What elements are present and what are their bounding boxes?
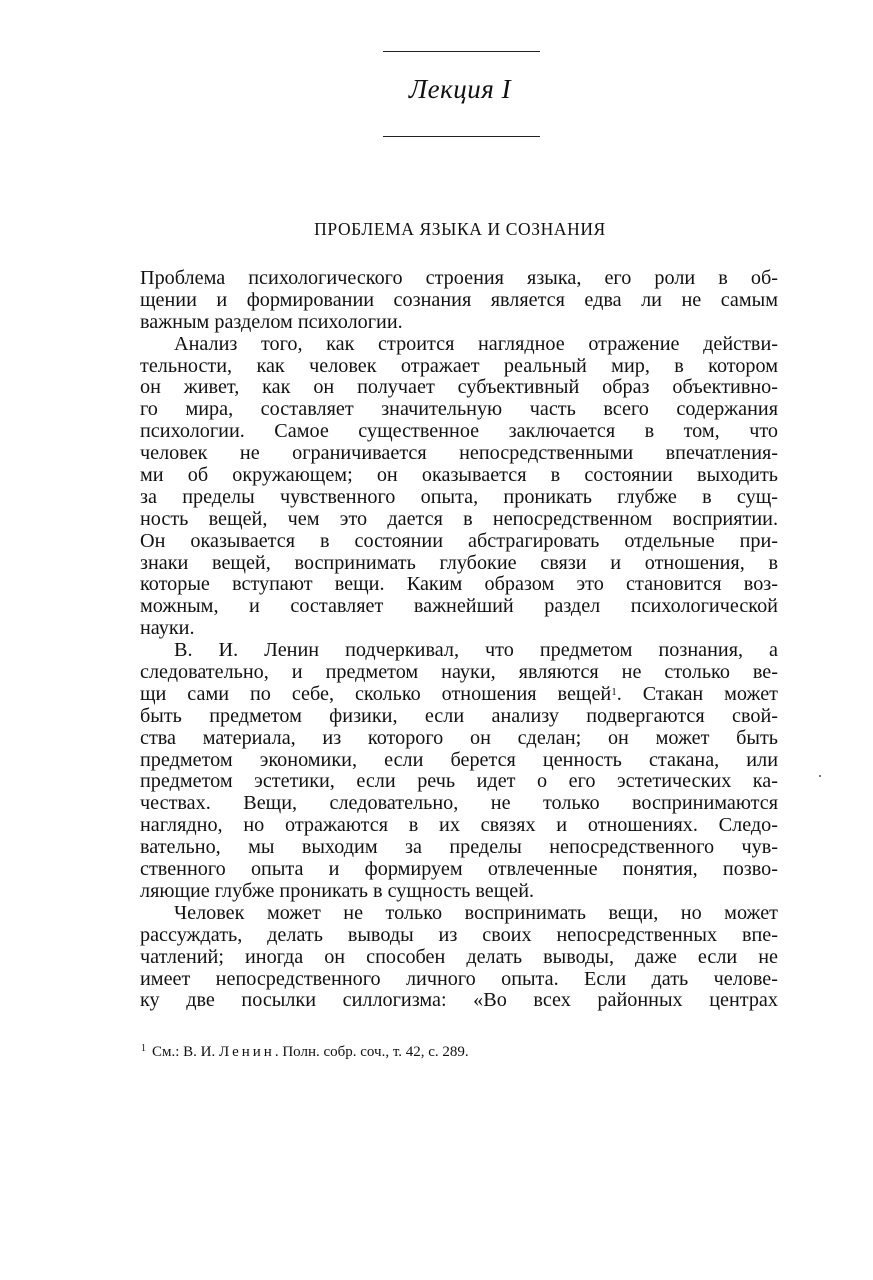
footnote-prefix: См.: В. И. [152,1044,220,1060]
text-line: наглядно, но отражаются в их связях и отношениях. Следо- [140,814,778,837]
text-line: предметом экономики, если берется ценность стакана, или [140,748,778,771]
lecture-title: Лекция I [408,74,512,104]
body-text [140,268,778,1012]
title-rule-top [383,51,540,52]
text-line: он живет, как он получает субъективный образ объективно- [140,376,778,399]
text-line: ми об окружающем; он оказывается в состоянии выходить [140,464,778,487]
text-line: за пределы чувственного опыта, проникать глубже в сущ- [140,485,778,508]
text-line: рассуждать, делать выводы из своих непосредственных впе- [140,923,778,946]
text-line: имеет непосредственного личного опыта. Если дать челове- [140,967,778,990]
text-line: ку две посылки силлогизма: «Во всех районных центрах [140,989,778,1012]
text-line: Он оказывается в состоянии абстрагировать отдельные при- [140,529,778,552]
footnote-author: Ленин [219,1044,275,1060]
text-line: тельности, как человек отражает реальный мир, в котором [140,354,778,377]
text-line: щении и формировании сознания является едва ли не самым [140,288,778,311]
text-line: ственного опыта и формируем отвлеченные понятия, позво- [140,858,778,881]
footnote-number: 1 [141,1043,146,1054]
text-line: можным, и составляет важнейший раздел психологической [140,595,778,618]
text-line: важным разделом психологии. [140,310,403,333]
text-line: науки. [140,617,195,640]
text-line: В. И. Ленин подчеркивал, что предметом познания, а [174,639,778,662]
text-line: Проблема психологического строения языка, его роли в об- [140,267,778,289]
text-line: вательно, мы выходим за пределы непосредственного чув- [140,836,778,859]
text-line: которые вступают вещи. Каким образом это становится воз- [140,573,778,596]
text-line: ляющие глубже проникать в сущность вещей. [140,879,535,902]
text-line: го мира, составляет значительную часть всего содержания [140,398,778,421]
text-line: ность вещей, чем это дается в непосредственном восприятии. [140,507,778,530]
text-line: ства материала, из которого он сделан; он может быть [140,726,778,749]
text-line: Человек может не только воспринимать вещи, но может [174,901,778,924]
text-line: человек не ограничивается непосредственными впечатления- [140,442,778,465]
chapter-title: ПРОБЛЕМА ЯЗЫКА И СОЗНАНИЯ [314,219,606,239]
scan-speck [819,775,821,777]
footnote-suffix: . Полн. собр. соч., т. 42, с. 289. [274,1044,469,1060]
footnote [141,1044,469,1061]
text-line: следовательно, и предметом науки, являются не столько ве- [140,661,778,684]
text-line: Анализ того, как строится наглядное отражение действи- [174,332,778,355]
text-line: чатлений; иногда он способен делать выводы, даже если не [140,945,778,968]
text-line: предметом эстетики, если речь идет о его эстетических ка- [140,770,778,793]
text-line: знаки вещей, воспринимать глубокие связи и отношения, в [140,551,778,574]
text-fragment: . Стакан может [616,682,778,705]
title-rule-bottom [383,136,540,137]
footnote-reference[interactable]: 1 [611,685,617,698]
text-line: чествах. Вещи, следовательно, не только воспринимаются [140,792,778,815]
text-line: психологии. Самое существенное заключается в том, что [140,420,778,443]
text-fragment: щи сами по себе, сколько отношения вещей [140,682,612,705]
text-line: быть предметом физики, если анализу подвергаются свой- [140,704,778,727]
text-line-with-footnote [140,684,778,706]
